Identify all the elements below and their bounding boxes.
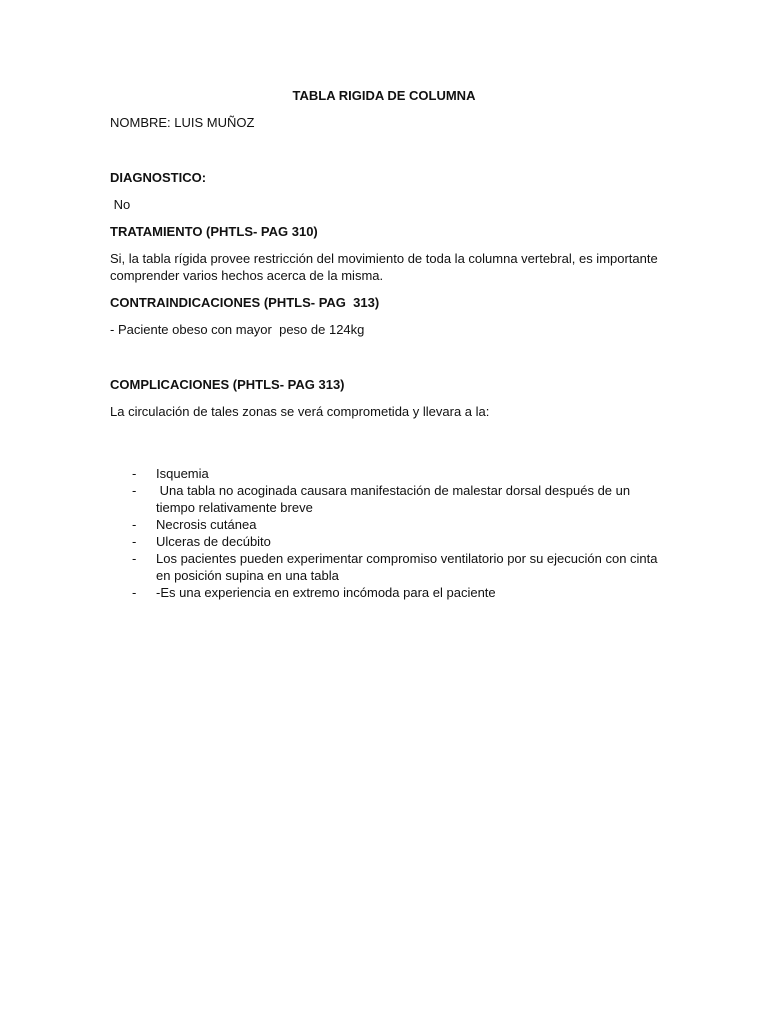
list-item-text: Necrosis cutánea: [156, 517, 257, 532]
treatment-text: Si, la tabla rígida provee restricción del movimiento de toda la columna vertebral, es importante comprender varios hechos acerca de la misma.: [110, 251, 658, 283]
complications-list: [110, 465, 658, 601]
diagnosis-heading: DIAGNOSTICO:: [110, 170, 207, 185]
contraindications-heading: CONTRAINDICACIONES (PHTLS- PAG 313): [110, 295, 380, 310]
list-item: [110, 465, 658, 482]
list-item-text: Los pacientes pueden experimentar compromiso ventilatorio por su ejecución con cinta en posición supina en una tabla: [156, 551, 658, 583]
list-bullet: -: [132, 534, 137, 549]
list-item-text: Isquemia: [156, 466, 209, 481]
complications-intro: La circulación de tales zonas se verá comprometida y llevara a la:: [110, 404, 490, 419]
contraindications-text: - Paciente obeso con mayor peso de 124kg: [110, 322, 365, 337]
list-bullet: -: [132, 551, 137, 566]
list-item: [110, 516, 658, 533]
list-bullet: -: [132, 517, 137, 532]
complications-heading: COMPLICACIONES (PHTLS- PAG 313): [110, 377, 345, 392]
list-bullet: -: [132, 483, 137, 498]
list-item-text: Ulceras de decúbito: [156, 534, 271, 549]
list-item: [110, 550, 658, 584]
list-bullet: -: [132, 466, 137, 481]
list-item: [110, 584, 658, 601]
list-item: [110, 533, 658, 550]
list-item-text: -Es una experiencia en extremo incómoda para el paciente: [156, 585, 496, 600]
patient-name: NOMBRE: LUIS MUÑOZ: [110, 115, 255, 130]
treatment-heading: TRATAMIENTO (PHTLS- PAG 310): [110, 224, 318, 239]
list-item-text: Una tabla no acoginada causara manifestación de malestar dorsal después de un tiempo relativamente breve: [156, 483, 634, 515]
diagnosis-text: No: [110, 197, 131, 212]
list-bullet: -: [132, 585, 137, 600]
document-title: TABLA RIGIDA DE COLUMNA: [292, 88, 476, 103]
list-item: [110, 482, 658, 516]
